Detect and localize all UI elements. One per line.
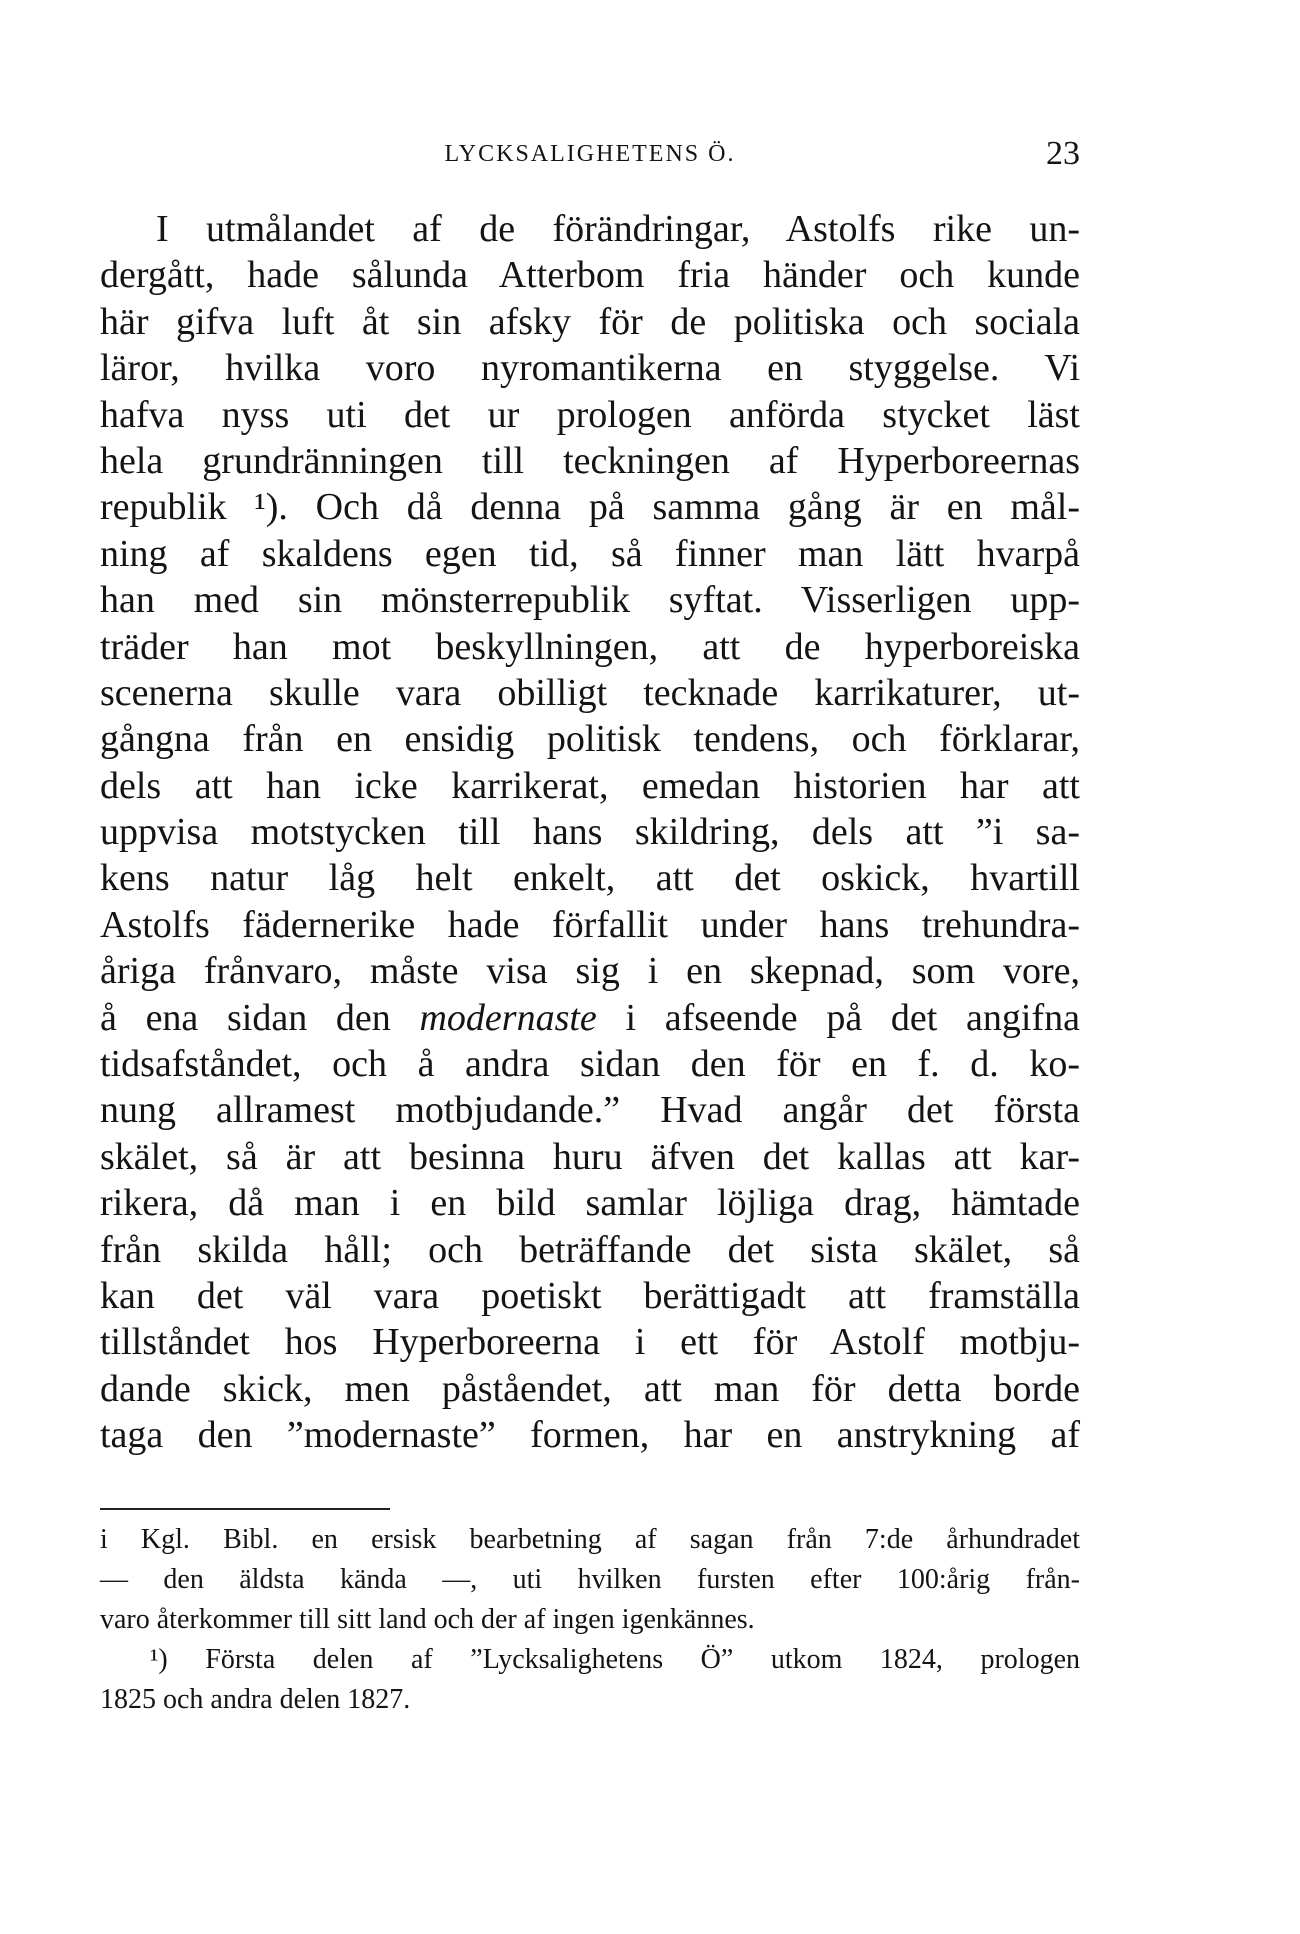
text-fragment: å ena sidan den xyxy=(100,996,391,1039)
text-line: nung allramest motbjudande.” Hvad angår det första xyxy=(100,1089,1080,1132)
footnote-line: ¹) Första delen af ”Lycksalighetens Ö” utkom 1824, prologen xyxy=(150,1644,1080,1675)
text-line: läror, hvilka voro nyromantikerna en styggelse. Vi xyxy=(100,347,1080,390)
text-line: han med sin mönsterrepublik syftat. Visserligen upp- xyxy=(100,579,1080,622)
footnote-line: varo återkommer till sitt land och der af ingen igenkännes. xyxy=(100,1604,755,1635)
text-line: dande skick, men påståendet, att man för detta borde xyxy=(100,1367,1080,1410)
text-line: gångna från en ensidig politisk tendens, och förklarar, xyxy=(100,718,1080,761)
emphasized-word: modernaste xyxy=(419,996,597,1039)
running-head xyxy=(100,134,1080,174)
text-line: ning af skaldens egen tid, så finner man lätt hvarpå xyxy=(100,532,1080,575)
text-line: skälet, så är att besinna huru äfven det kallas att kar- xyxy=(100,1135,1080,1178)
text-line: tidsafståndet, och å andra sidan den för en f. d. ko- xyxy=(100,1043,1080,1086)
text-line: från skilda håll; och beträffande det sista skälet, så xyxy=(100,1228,1080,1271)
running-title: LYCKSALIGHETENS Ö. xyxy=(444,141,736,167)
body-text xyxy=(100,206,1080,1459)
text-line: kens natur låg helt enkelt, att det oskick, hvartill xyxy=(100,857,1080,900)
text-line: taga den ”modernaste” formen, har en anstrykning af xyxy=(100,1414,1080,1457)
text-line: kan det väl vara poetiskt berättigadt att framställa xyxy=(100,1274,1080,1317)
text-line: republik ¹). Och då denna på samma gång är en mål- xyxy=(100,486,1080,529)
text-line: rikera, då man i en bild samlar löjliga drag, hämtade xyxy=(100,1182,1080,1225)
text-fragment: i afseende på det angifna xyxy=(625,996,1080,1039)
text-line: hela grundränningen till teckningen af Hyperboreernas xyxy=(100,439,1080,482)
text-line: scenerna skulle vara obilligt tecknade karrikaturer, ut- xyxy=(100,671,1080,714)
footnote-line: 1825 och andra delen 1827. xyxy=(100,1684,411,1715)
page-number: 23 xyxy=(1046,135,1080,172)
text-line: uppvisa motstycken till hans skildring, dels att ”i sa- xyxy=(100,811,1080,854)
text-line: träder han mot beskyllningen, att de hyperboreiska xyxy=(100,625,1080,668)
text-line: dergått, hade sålunda Atterbom fria händer och kunde xyxy=(100,254,1080,297)
text-line: Astolfs fädernerike hade förfallit under hans trehundra- xyxy=(100,903,1080,946)
footnote-rule xyxy=(100,1508,390,1510)
text-line-italic-mix xyxy=(100,995,1080,1041)
footnote-line: i Kgl. Bibl. en ersisk bearbetning af sagan från 7:de århundradet xyxy=(100,1524,1080,1555)
text-line: åriga frånvaro, måste visa sig i en skepnad, som vore, xyxy=(100,950,1080,993)
text-line: hafva nyss uti det ur prologen anförda stycket läst xyxy=(100,393,1080,436)
text-line: här gifva luft åt sin afsky för de politiska och sociala xyxy=(100,300,1080,343)
text-line: I utmålandet af de förändringar, Astolfs rike un- xyxy=(156,208,1080,250)
footnotes xyxy=(100,1520,1080,1720)
text-line: tillståndet hos Hyperboreerna i ett för Astolf motbju- xyxy=(100,1321,1080,1364)
footnote-line: — den äldsta kända —, uti hvilken fursten efter 100:årig från- xyxy=(100,1564,1080,1595)
text-line: dels att han icke karrikerat, emedan historien har att xyxy=(100,764,1080,807)
